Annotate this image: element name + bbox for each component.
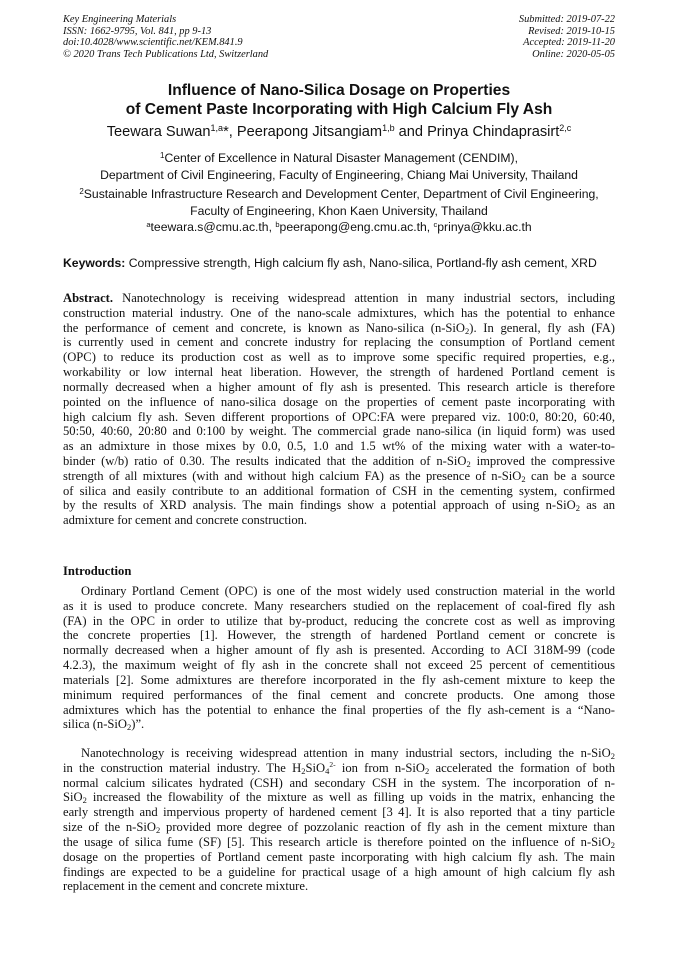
title-line-1: Influence of Nano-Silica Dosage on Properties (167, 82, 511, 99)
email-c[interactable]: prinya@kku.ac.th (437, 220, 532, 234)
copyright: © 2020 Trans Tech Publications Ltd, Switzerland (63, 48, 269, 60)
affiliation-1 (30, 148, 648, 183)
author-2-affil: 1,b (382, 123, 395, 133)
author-emails: $^a$teewara.s@cmu.ac.th, $^b$peerapong@eng.cmu.ac.th, $^c$prinya@kku.ac.th (146, 220, 532, 234)
and-text: and (394, 124, 428, 140)
issn: ISSN: 1662-9795, Vol. 841, pp 9-13 (63, 25, 212, 37)
affiliation-1-number: 1 (159, 151, 165, 160)
author-2: Peerapong Jitsangiam (232, 124, 383, 140)
author-3-affil: 2,c (559, 123, 572, 133)
journal-info (63, 14, 268, 60)
keywords (63, 256, 619, 270)
introduction-paragraph-2: Nanotechnology is receiving widespread attention in many industrial sectors, including the n-SiO$_2$ in the construction material industry. The $H_2SiO_4^{2-}$ ion from n-SiO$_2$ accelerated the formation of both normal calcium silicates hydrated (CSH) and secondary CSH in the system. The incorporation of n- SiO$_2$ increased the flowability of the mixture as well as filling up voids in the matrix, enhancing the early strength and impervious property of hardened cement [3 4]. It is also reported that a tiny particle size of the n-SiO$_2$ provided more degree of pozzolanic reaction of fly ash in the cement mixture than the usage of silica fume (SF) [5]. This research article is therefore pointed on the influence of n-SiO$_2$ dosage on the properties of Portland cement paste incorporating with high calcium fly ash. The main findings are expected to be a guideline for practical usage of a high amount of high calcium fly ash replacement in the cement and concrete mixture. (63, 746, 616, 894)
introduction-paragraph-1: Ordinary Portland Cement (OPC) is one of the most widely used construction material in the world as it is used to produce concrete. Many researchers studied on the replacement of coal-fired fly ash (FA) in the OPC in order to utilize that by-product, reducing the concrete cost as well as improving the concrete properties [1]. However, the strength of hardened Portland cement or concrete is normally decreased when a higher amount of fly ash is presented. According to ACI 318M-99 (code 4.2.3), the maximum weight of fly ash in the concrete shall not exceed 25 percent of cementitious materials [2]. Some admixtures are therefore incorporated in the fly ash-cement mixture to keep the minimum required performances of the final cement and concrete products. One among those admixtures which has the potential to enhance the final properties of the fly ash-cement is a “Nano- silica (n-SiO$_2$)”. (63, 584, 615, 733)
corresponding-mark: *, (223, 124, 233, 140)
affiliation-2-line-1: Sustainable Infrastructure Research and Development Center, Department of Civil Engineering, (83, 187, 599, 201)
revised-date: Revised: 2019-10-15 (528, 25, 615, 37)
submitted-date: Submitted: 2019-07-22 (518, 14, 615, 25)
doi: doi:10.4028/www.scientific.net/KEM.841.9 (63, 37, 243, 49)
introduction-heading: Introduction (63, 564, 132, 578)
keywords-label: Keywords: (63, 256, 126, 270)
author-1-affil: 1,a (210, 123, 224, 133)
title-line-2: of Cement Paste Incorporating with High Calcium Fly Ash (125, 101, 553, 118)
affiliation-2-number: 2 (79, 187, 84, 196)
author-3: Prinya Chindaprasirt (427, 124, 560, 140)
affiliation-1-line-2: Department of Civil Engineering, Faculty of Engineering, Chiang Mai University, Thailand (100, 167, 578, 182)
abstract: Abstract. Nanotechnology is receiving widespread attention in many industrial sectors, including construction material industry. One of the nano-scale admixtures, which has the potential to enhance the performance of cement and concrete, is known as Nano-silica (n-SiO$_2$). In general, fly ash (FA) is currently used in cement and concrete industry for replacing the consumption of Portland cement (OPC) to reduce its production cost as well as to improve some specific required properties, e.g., workability or low internal heat liberation. However, the strength of hardened Portland cement is normally decreased when a higher amount of fly ash is presented. This research article is therefore pointed on the influence of nano-silica dosage on the properties of cement paste incorporating with high calcium fly ash. Seven different proportions of OPC:FA were prepared viz. 100:0, 80:20, 60:40, 50:50, 40:60, 20:80 and 0:100 by weight. The commercial grade nano-silica (in liquid form) was used as an admixture in those mixes by 0.0, 0.5, 1.0 and 1.5 wt% of the mixing water with a water-to- binder (w/b) ratio of 0.30. The results indicated that the addition of n-SiO$_2$ improved the compressive strength of all mixtures (with and without high calcium FA) as the presence of n-SiO$_2$ can be a source of silica and easily contribute to an additional formation of CSH in the cementing system, confirmed by the results of XRD analysis. The main findings show a potential approach of using n-SiO$_2$ as an admixture for cement and concrete construction. (63, 291, 615, 528)
author-1: Teewara Suwan (106, 124, 211, 140)
accepted-date: Accepted: 2019-11-20 (523, 37, 615, 49)
paper-title (40, 81, 638, 119)
online-date: Online: 2020-05-05 (532, 48, 615, 60)
abstract-label: Abstract. (63, 291, 114, 305)
email-a[interactable]: teewara.s@cmu.ac.th, (150, 220, 276, 234)
affiliation-1-line-1: Center of Excellence in Natural Disaster Management (CENDIM), (164, 151, 519, 165)
keywords-text: Compressive strength, High calcium fly ash, Nano-silica, Portland-fly ash cement, XRD (125, 256, 597, 270)
journal-name: Key Engineering Materials (63, 14, 177, 25)
publication-dates (519, 14, 615, 60)
affiliation-2 (30, 184, 648, 219)
email-b[interactable]: peerapong@eng.cmu.ac.th, (279, 220, 434, 234)
affiliation-2-line-2: Faculty of Engineering, Khon Kaen University, Thailand (190, 203, 488, 218)
author-list (30, 123, 648, 140)
